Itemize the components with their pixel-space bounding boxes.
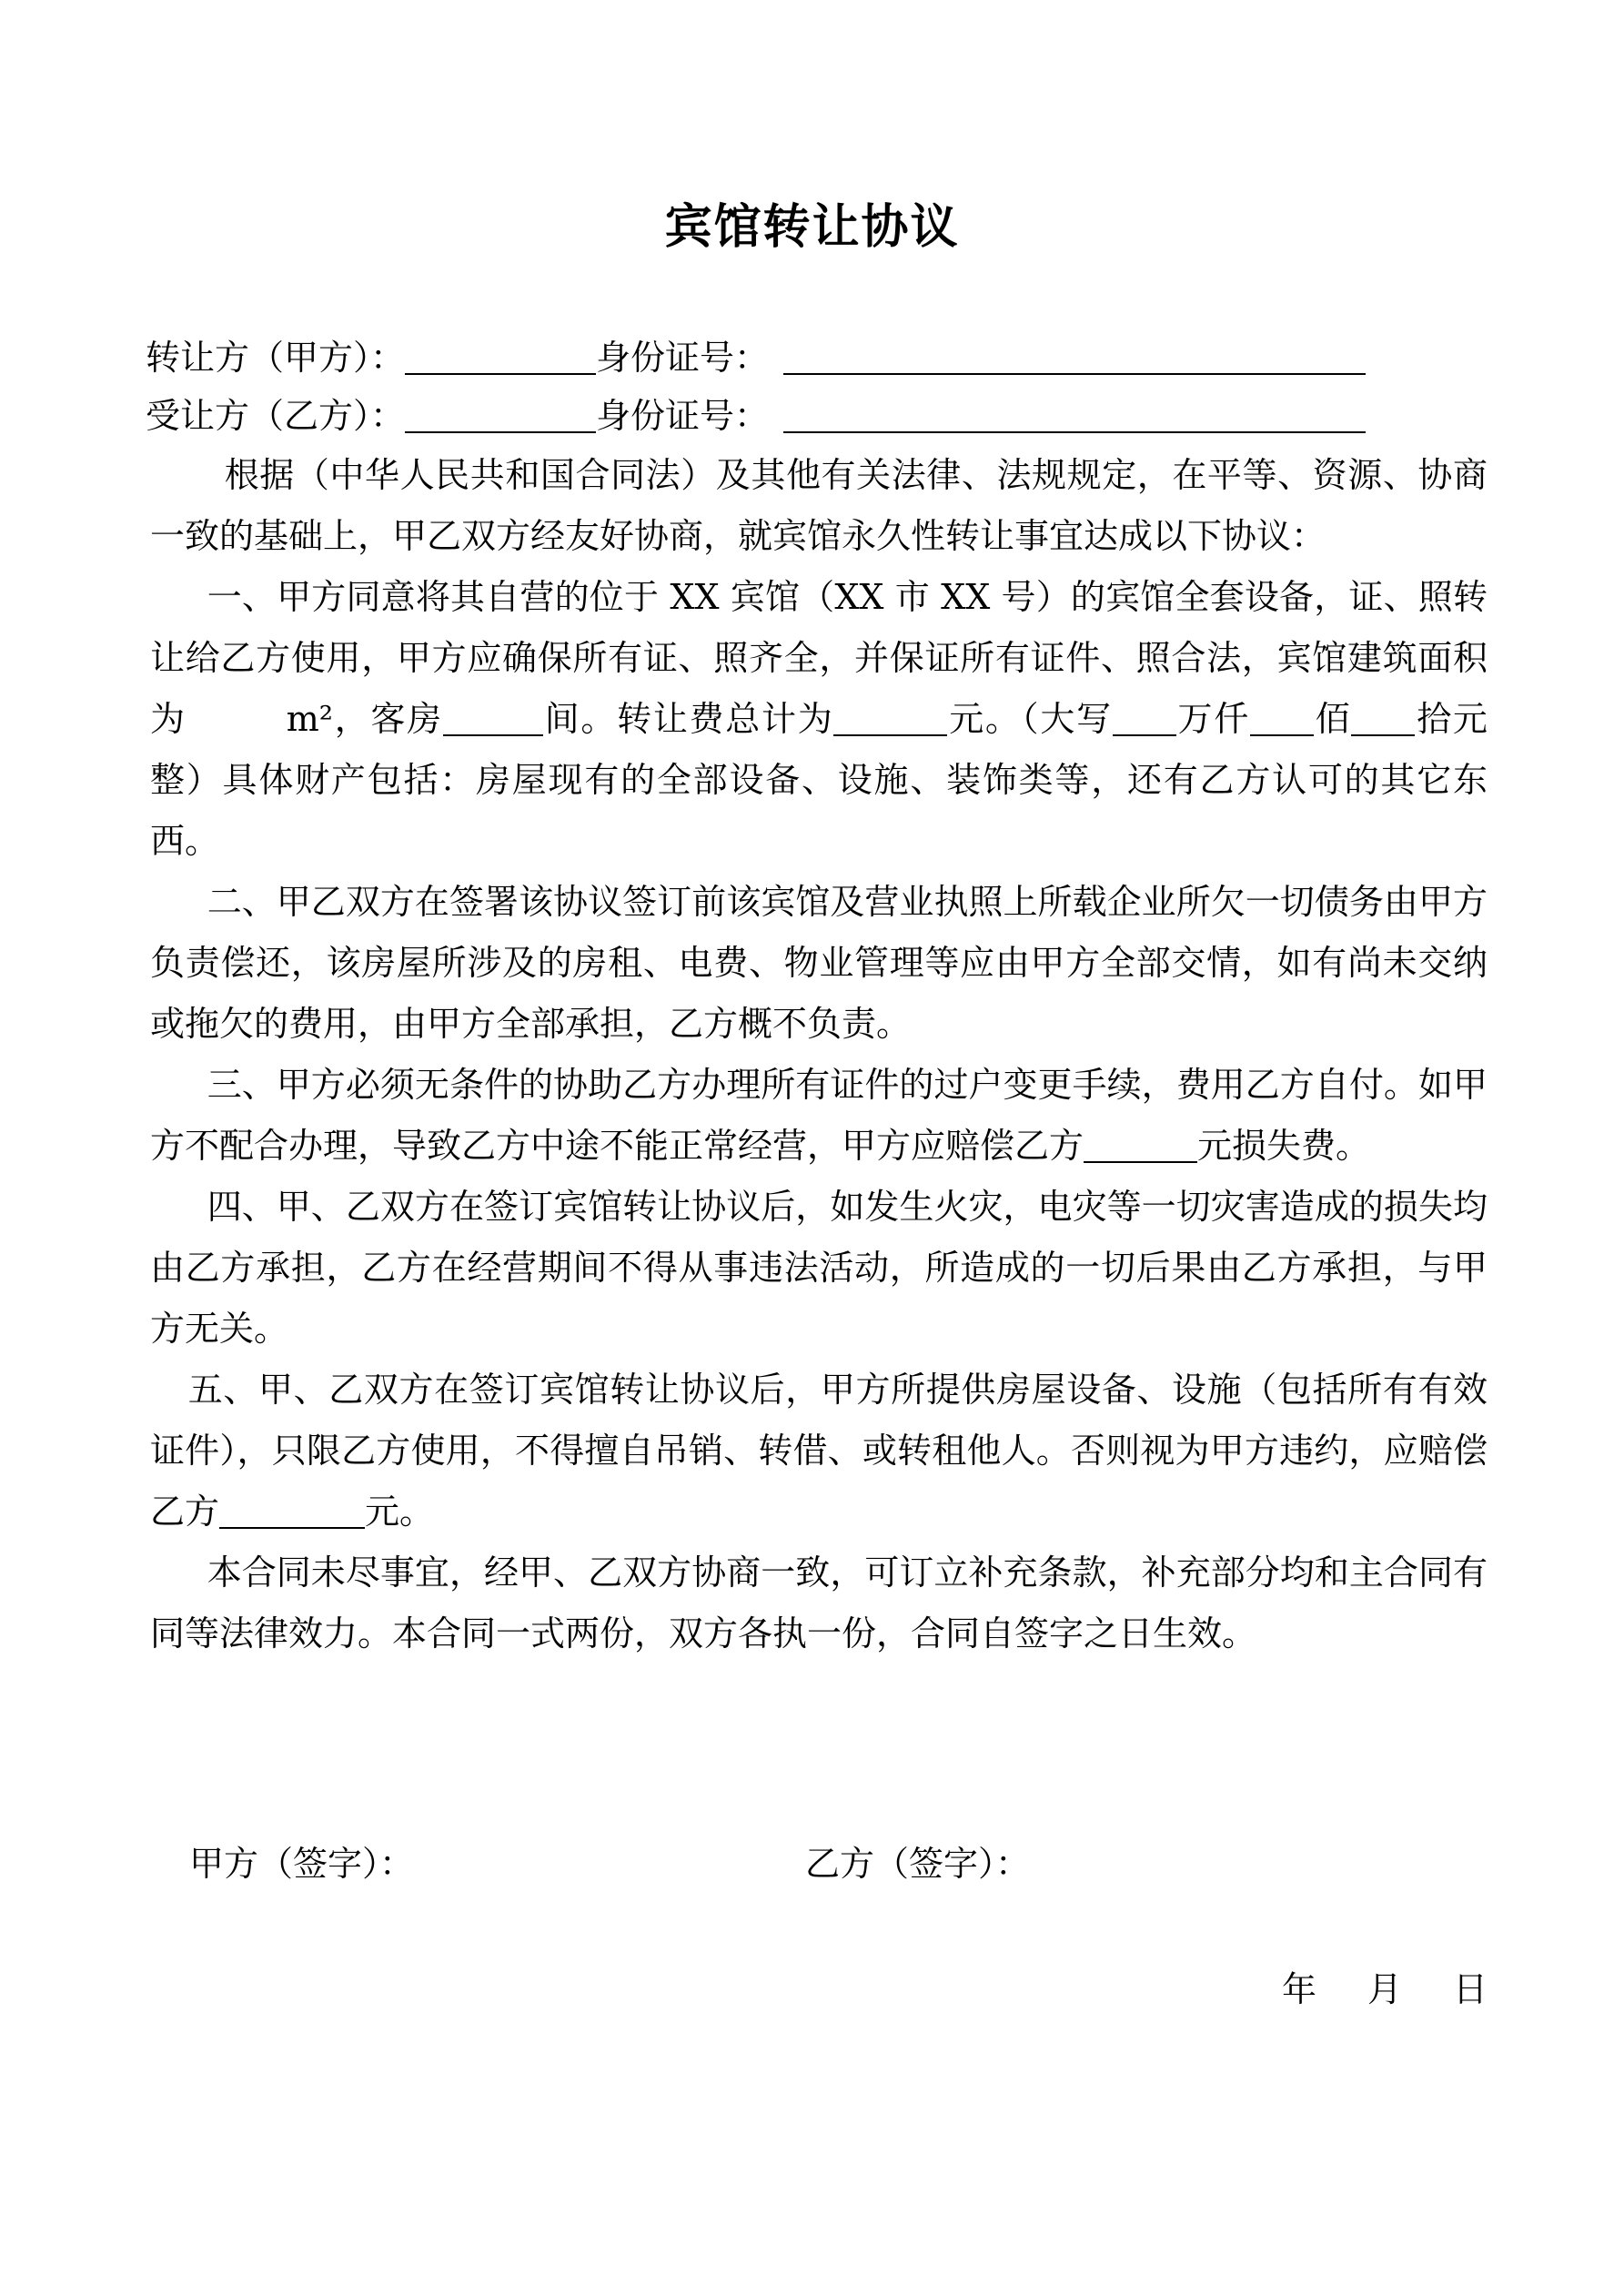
transferee-line — [146, 389, 1366, 443]
clause-5-text-b: 元。 — [365, 1492, 435, 1532]
contract-body — [150, 445, 1488, 1664]
clause-5 — [150, 1360, 1488, 1542]
transferor-id-field[interactable] — [783, 340, 1366, 375]
clause-1-qian: 仟 — [1214, 699, 1251, 739]
clause-5-text-a: 五、甲、乙双方在签订宾馆转让协议后，甲方所提供房屋设备、设施（包括所有有效证件），只限乙方使用，不得擅自吊销、转借、或转租他人。否则视为甲方违约，应赔偿乙方 — [150, 1370, 1488, 1532]
compensation-field-1[interactable] — [1084, 1130, 1197, 1163]
transferor-name-field[interactable] — [405, 340, 596, 375]
transferor-line — [146, 330, 1366, 385]
clause-3 — [150, 1055, 1488, 1177]
transferee-name-field[interactable] — [405, 399, 596, 433]
clause-1-text-d: 拾元整）具体财产包括：房屋现有的全部设备、设施、装饰类等，还有乙方认可的其它东西。 — [150, 699, 1488, 861]
closing-paragraph: 本合同未尽事宜，经甲、乙双方协商一致，可订立补充条款，补充部分均和主合同有同等法律效力。本合同一式两份，双方各执一份，合同自签字之日生效。 — [150, 1553, 1488, 1654]
clause-1-text-a: 一、甲方同意将其自营的位于 XX 宾馆（XX 市 XX 号）的宾馆全套设备，证、照转让给乙方使用，甲方应确保所有证、照齐全，并保证所有证件、照合法，宾馆建筑面积为 — [150, 577, 1488, 739]
date-year: 年 — [1281, 1969, 1316, 2009]
clause-3-text-a: 三、甲方必须无条件的协助乙方办理所有证件的过户变更手续，费用乙方自付。如甲方不配合办理，导致乙方中途不能正常经营，甲方应赔偿乙方 — [150, 1065, 1488, 1166]
clause-1-bai: 佰 — [1314, 699, 1352, 739]
party-a-signature[interactable]: 甲方（签字）： — [189, 1844, 415, 1884]
transferee-label: 受让方（乙方）： — [146, 396, 406, 436]
transfer-fee-field[interactable] — [833, 703, 947, 736]
party-b-signature[interactable]: 乙方（签字）： — [805, 1844, 1031, 1884]
transferor-id-label: 身份证号： — [596, 338, 770, 378]
transferee-id-label: 身份证号： — [596, 396, 770, 436]
clause-1-unit: m²，客房 — [286, 699, 443, 739]
amount-wan-field[interactable] — [1113, 703, 1176, 736]
clause-1-text-c: 元。（大写 — [947, 699, 1113, 739]
date-month: 月 — [1367, 1969, 1402, 2009]
clause-2: 二、甲乙双方在签署该协议签订前该宾馆及营业执照上所载企业所欠一切债务由甲方负责偿还，该房屋所涉及的房租、电费、物业管理等应由甲方全部交情，如有尚未交纳或拖欠的费用，由甲方全部承担，乙方概不负责。 — [150, 882, 1488, 1044]
clause-1-text-b: 间。转让费总计为 — [542, 699, 834, 739]
clause-1 — [150, 567, 1488, 872]
clause-4: 四、甲、乙双方在签订宾馆转让协议后，如发生火灾，电灾等一切灾害造成的损失均由乙方承担，乙方在经营期间不得从事违法活动，所造成的一切后果由乙方承担，与甲方无关。 — [150, 1187, 1488, 1349]
transferee-id-field[interactable] — [783, 399, 1366, 433]
amount-qian-field[interactable] — [1250, 703, 1314, 736]
date-day: 日 — [1452, 1969, 1488, 2009]
intro-paragraph: 根据（中华人民共和国合同法）及其他有关法律、法规规定，在平等、资源、协商一致的基础上，甲乙双方经友好协商，就宾馆永久性转让事宜达成以下协议： — [150, 455, 1488, 556]
document-title: 宾馆转让协议 — [664, 199, 960, 255]
transferor-label: 转让方（甲方）： — [146, 338, 406, 378]
amount-bai-field[interactable] — [1351, 703, 1415, 736]
compensation-field-2[interactable] — [219, 1496, 365, 1529]
clause-1-wan: 万 — [1175, 699, 1215, 739]
signing-date — [1282, 1962, 1488, 2017]
room-count-field[interactable] — [443, 703, 543, 736]
clause-3-text-b: 元损失费。 — [1197, 1126, 1371, 1166]
